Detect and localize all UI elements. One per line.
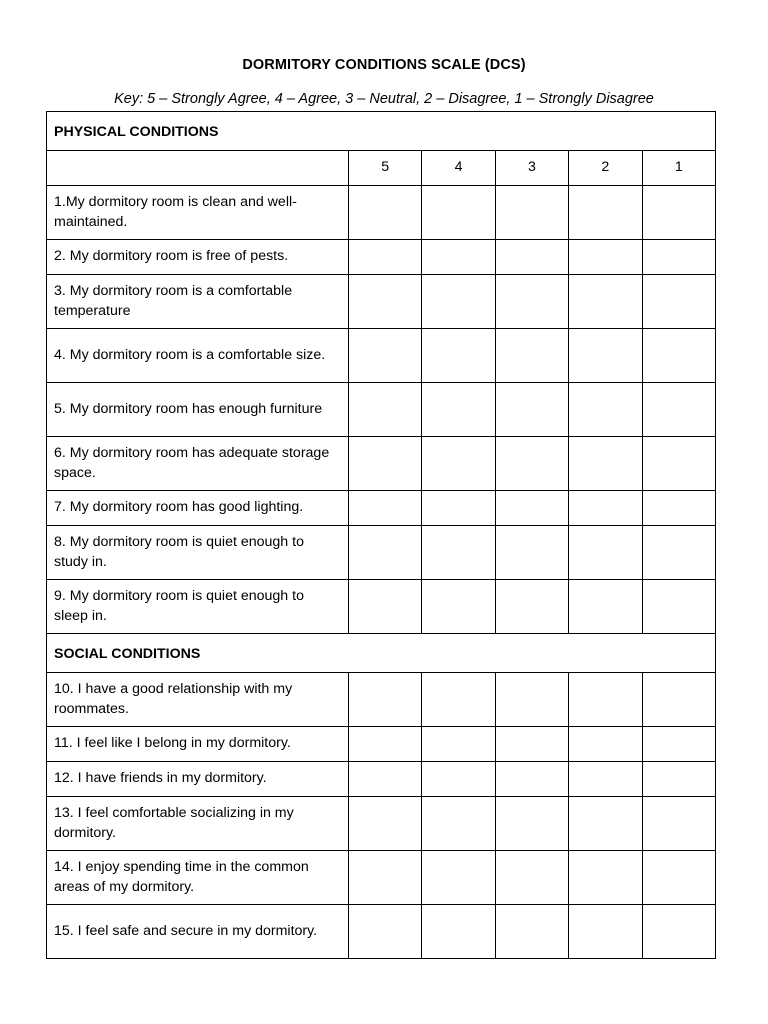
document-title: DORMITORY CONDITIONS SCALE (DCS) — [242, 57, 526, 73]
table-row — [47, 851, 716, 905]
item-column-header — [47, 151, 349, 186]
rating-cell-3[interactable] — [495, 275, 568, 329]
table-row — [47, 437, 716, 491]
item-statement: 3. My dormitory room is a comfortable temperature — [47, 275, 349, 329]
rating-cell-4[interactable] — [422, 797, 495, 851]
rating-cell-2[interactable] — [569, 580, 642, 634]
rating-cell-3[interactable] — [495, 437, 568, 491]
rating-cell-3[interactable] — [495, 526, 568, 580]
rating-cell-5[interactable] — [349, 329, 422, 383]
item-statement: 12. I have friends in my dormitory. — [47, 762, 349, 797]
section-heading-physical: PHYSICAL CONDITIONS — [47, 112, 716, 151]
rating-cell-5[interactable] — [349, 673, 422, 727]
rating-cell-4[interactable] — [422, 851, 495, 905]
rating-cell-3[interactable] — [495, 580, 568, 634]
rating-cell-4[interactable] — [422, 580, 495, 634]
item-statement: 8. My dormitory room is quiet enough to study in. — [47, 526, 349, 580]
rating-cell-1[interactable] — [642, 526, 715, 580]
rating-cell-5[interactable] — [349, 491, 422, 526]
rating-cell-4[interactable] — [422, 383, 495, 437]
table-row — [47, 797, 716, 851]
rating-cell-4[interactable] — [422, 329, 495, 383]
item-statement: 14. I enjoy spending time in the common areas of my dormitory. — [47, 851, 349, 905]
rating-cell-1[interactable] — [642, 275, 715, 329]
rating-cell-5[interactable] — [349, 580, 422, 634]
rating-cell-1[interactable] — [642, 797, 715, 851]
rating-cell-1[interactable] — [642, 329, 715, 383]
table-row — [47, 727, 716, 762]
section-header-row — [47, 112, 716, 151]
rating-cell-5[interactable] — [349, 240, 422, 275]
rating-header-3: 3 — [495, 151, 568, 186]
rating-cell-5[interactable] — [349, 437, 422, 491]
rating-header-1: 1 — [642, 151, 715, 186]
rating-cell-3[interactable] — [495, 673, 568, 727]
rating-cell-2[interactable] — [569, 797, 642, 851]
item-statement: 7. My dormitory room has good lighting. — [47, 491, 349, 526]
rating-cell-4[interactable] — [422, 437, 495, 491]
rating-cell-3[interactable] — [495, 240, 568, 275]
rating-cell-3[interactable] — [495, 383, 568, 437]
rating-cell-2[interactable] — [569, 437, 642, 491]
table-row — [47, 383, 716, 437]
rating-cell-4[interactable] — [422, 673, 495, 727]
item-statement: 1.My dormitory room is clean and well-maintained. — [47, 186, 349, 240]
rating-cell-2[interactable] — [569, 240, 642, 275]
rating-cell-4[interactable] — [422, 491, 495, 526]
rating-header-row — [47, 151, 716, 186]
table-row — [47, 186, 716, 240]
table-row — [47, 580, 716, 634]
table-row — [47, 905, 716, 959]
item-statement: 11. I feel like I belong in my dormitory. — [47, 727, 349, 762]
rating-cell-3[interactable] — [495, 727, 568, 762]
table-row — [47, 491, 716, 526]
rating-header-2: 2 — [569, 151, 642, 186]
rating-cell-1[interactable] — [642, 580, 715, 634]
rating-cell-2[interactable] — [569, 491, 642, 526]
item-statement: 6. My dormitory room has adequate storage space. — [47, 437, 349, 491]
rating-cell-1[interactable] — [642, 762, 715, 797]
rating-cell-2[interactable] — [569, 275, 642, 329]
item-statement: 9. My dormitory room is quiet enough to sleep in. — [47, 580, 349, 634]
rating-cell-5[interactable] — [349, 851, 422, 905]
rating-cell-5[interactable] — [349, 526, 422, 580]
section-heading-social: SOCIAL CONDITIONS — [47, 634, 716, 673]
item-statement: 10. I have a good relationship with my roommates. — [47, 673, 349, 727]
rating-cell-1[interactable] — [642, 491, 715, 526]
rating-cell-4[interactable] — [422, 905, 495, 959]
rating-cell-5[interactable] — [349, 186, 422, 240]
rating-cell-5[interactable] — [349, 275, 422, 329]
rating-cell-5[interactable] — [349, 383, 422, 437]
rating-cell-2[interactable] — [569, 762, 642, 797]
rating-cell-1[interactable] — [642, 905, 715, 959]
rating-cell-3[interactable] — [495, 329, 568, 383]
section-header-row — [47, 634, 716, 673]
rating-cell-5[interactable] — [349, 905, 422, 959]
rating-cell-1[interactable] — [642, 240, 715, 275]
rating-cell-4[interactable] — [422, 762, 495, 797]
rating-cell-5[interactable] — [349, 762, 422, 797]
rating-cell-4[interactable] — [422, 186, 495, 240]
rating-cell-4[interactable] — [422, 727, 495, 762]
item-statement: 2. My dormitory room is free of pests. — [47, 240, 349, 275]
table-row — [47, 526, 716, 580]
rating-cell-1[interactable] — [642, 727, 715, 762]
table-row — [47, 240, 716, 275]
item-statement: 15. I feel safe and secure in my dormitory. — [47, 905, 349, 959]
rating-cell-2[interactable] — [569, 905, 642, 959]
rating-cell-3[interactable] — [495, 905, 568, 959]
item-statement: 4. My dormitory room is a comfortable size. — [47, 329, 349, 383]
rating-cell-4[interactable] — [422, 240, 495, 275]
rating-cell-5[interactable] — [349, 797, 422, 851]
table-row — [47, 329, 716, 383]
rating-cell-3[interactable] — [495, 797, 568, 851]
rating-cell-3[interactable] — [495, 491, 568, 526]
rating-key: Key: 5 – Strongly Agree, 4 – Agree, 3 – Neutral, 2 – Disagree, 1 – Strongly Disagree — [114, 91, 654, 107]
rating-cell-3[interactable] — [495, 762, 568, 797]
table-row — [47, 673, 716, 727]
rating-cell-2[interactable] — [569, 383, 642, 437]
rating-cell-4[interactable] — [422, 526, 495, 580]
rating-cell-1[interactable] — [642, 673, 715, 727]
rating-cell-2[interactable] — [569, 186, 642, 240]
rating-cell-2[interactable] — [569, 673, 642, 727]
item-statement: 13. I feel comfortable socializing in my dormitory. — [47, 797, 349, 851]
rating-cell-1[interactable] — [642, 851, 715, 905]
rating-cell-1[interactable] — [642, 186, 715, 240]
rating-cell-1[interactable] — [642, 437, 715, 491]
rating-cell-2[interactable] — [569, 727, 642, 762]
rating-cell-2[interactable] — [569, 851, 642, 905]
rating-scale-table — [46, 111, 716, 959]
item-statement: 5. My dormitory room has enough furniture — [47, 383, 349, 437]
rating-cell-2[interactable] — [569, 329, 642, 383]
rating-cell-3[interactable] — [495, 851, 568, 905]
rating-cell-1[interactable] — [642, 383, 715, 437]
rating-cell-3[interactable] — [495, 186, 568, 240]
rating-cell-4[interactable] — [422, 275, 495, 329]
rating-header-4: 4 — [422, 151, 495, 186]
table-row — [47, 275, 716, 329]
table-row — [47, 762, 716, 797]
rating-cell-5[interactable] — [349, 727, 422, 762]
rating-header-5: 5 — [349, 151, 422, 186]
rating-cell-2[interactable] — [569, 526, 642, 580]
